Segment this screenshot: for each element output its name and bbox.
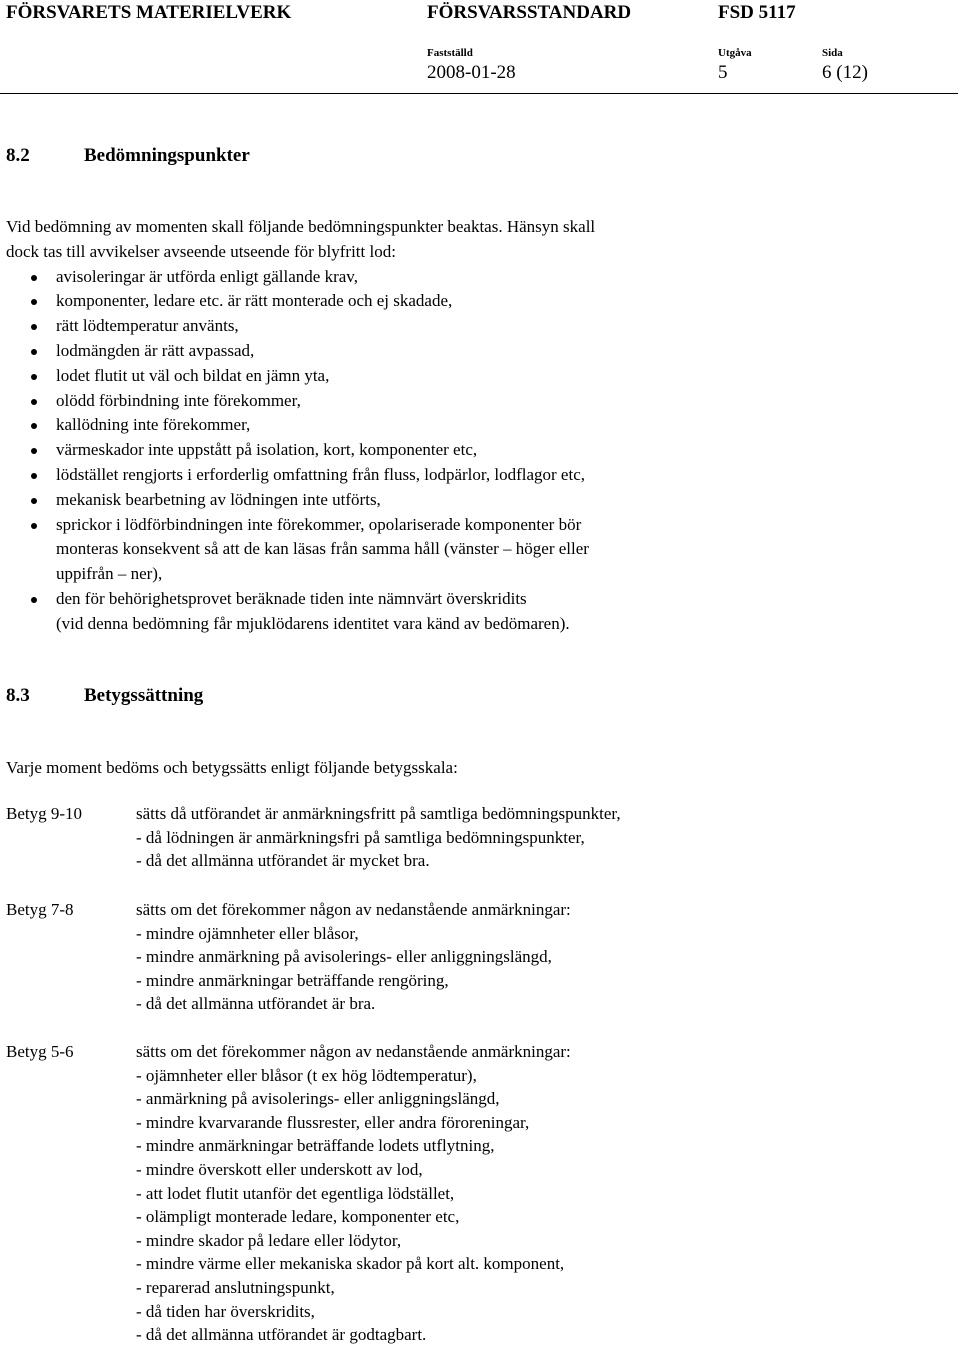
established-date: 2008-01-28: [427, 62, 516, 83]
grade-line: - anmärkning på avisolerings- eller anliggningslängd,: [136, 1089, 500, 1109]
bullet-text: lodmängden är rätt avpassad,: [56, 341, 255, 360]
org-name: FÖRSVARETS MATERIELVERK: [6, 2, 292, 23]
edition-label: Utgåva: [718, 47, 752, 59]
grade-line: - då tiden har överskridits,: [136, 1301, 315, 1321]
bullet-text: lodet flutit ut väl och bildat en jämn yta,: [56, 365, 330, 385]
bullet-dot: [31, 299, 37, 305]
doc-id: FSD 5117: [718, 2, 796, 23]
bullet-dot: [31, 275, 37, 281]
grade-line: - att lodet flutit utanför det egentliga lödstället,: [136, 1183, 455, 1203]
section-heading-8-3: [6, 685, 203, 707]
bullet-text: (vid denna bedömning får mjuklödarens identitet vara känd av bedömaren).: [56, 613, 570, 633]
page-number: 6 (12): [822, 62, 868, 83]
bullet-text: komponenter, ledare etc. är rätt monterade och ej skadade,: [56, 291, 453, 311]
grade-label: Betyg 9-10: [6, 804, 83, 823]
bullet-dot: [31, 324, 37, 330]
bullet-text: uppifrån – ner),: [56, 564, 163, 584]
doc-type: FÖRSVARSSTANDARD: [427, 2, 632, 23]
bullet-dot: [31, 597, 37, 603]
grade-line: - mindre anmärkningar beträffande lodets utflytning,: [136, 1136, 495, 1156]
intro-line: Vid bedömning av momenten skall följande bedömningspunkter beaktas. Hänsyn skall: [6, 217, 596, 236]
edition-number: 5: [718, 62, 728, 83]
bullet-dot: [31, 448, 37, 454]
section-title: Betygssättning: [84, 685, 204, 706]
section-number: 8.2: [6, 145, 30, 166]
grading-intro: Varje moment bedöms och betygssätts enligt följande betygsskala:: [6, 758, 458, 777]
bullet-text: den för behörighetsprovet beräknade tiden inte nämnvärt överskridits: [56, 589, 527, 608]
grade-line: sätts om det förekommer någon av nedanstående anmärkningar:: [136, 900, 571, 919]
grade-line: sätts om det förekommer någon av nedanstående anmärkningar:: [136, 1042, 571, 1061]
grade-line: - reparerad anslutningspunkt,: [136, 1278, 335, 1297]
bullet-text: sprickor i lödförbindningen inte förekommer, opolariserade komponenter bör: [56, 514, 582, 534]
grade-line: - då det allmänna utförandet är bra.: [136, 994, 376, 1014]
intro-line: dock tas till avvikelser avseende utseende för blyfritt lod:: [6, 241, 396, 261]
bullet-text: avisoleringar är utförda enligt gällande krav,: [56, 266, 358, 286]
grade-line: - mindre anmärkning på avisolerings- eller anliggningslängd,: [136, 947, 552, 967]
grade-line: - mindre kvarvarande flussrester, eller andra föroreningar,: [136, 1112, 530, 1132]
grade-line: - då det allmänna utförandet är mycket bra.: [136, 851, 430, 871]
section-heading-8-2: [6, 145, 250, 167]
grade-line: - mindre överskott eller underskott av lod,: [136, 1160, 423, 1179]
bullet-dot: [31, 423, 37, 429]
bullet-text: värmeskador inte uppstått på isolation, kort, komponenter etc,: [56, 440, 478, 460]
bullet-dot: [31, 473, 37, 479]
grade-label: Betyg 5-6: [6, 1042, 74, 1061]
grade-line: - ojämnheter eller blåsor (t ex hög lödtemperatur),: [136, 1065, 477, 1085]
bullet-text: lödstället rengjorts i erforderlig omfattning från fluss, lodpärlor, lodflagor etc,: [56, 465, 586, 484]
section-title: Bedömningspunkter: [84, 145, 250, 166]
bullet-dot: [31, 498, 37, 504]
section-number: 8.3: [6, 685, 30, 706]
bullet-text: kallödning inte förekommer,: [56, 415, 251, 435]
page-label: Sida: [822, 47, 843, 59]
grade-line: sätts då utförandet är anmärkningsfritt på samtliga bedömningspunkter,: [136, 804, 621, 823]
grade-line: - då lödningen är anmärkningsfri på samtliga bedömningspunkter,: [136, 827, 585, 847]
grade-line: - då det allmänna utförandet är godtagbart.: [136, 1325, 427, 1345]
grade-line: - mindre skador på ledare eller lödytor,: [136, 1230, 402, 1250]
header-divider: [0, 93, 958, 94]
bullet-text: mekanisk bearbetning av lödningen inte utförts,: [56, 489, 381, 509]
bullet-text: rätt lödtemperatur använts,: [56, 316, 239, 336]
grade-line: - mindre ojämnheter eller blåsor,: [136, 923, 359, 943]
bullet-text: monteras konsekvent så att de kan läsas från samma håll (vänster – höger eller: [56, 539, 589, 559]
grade-line: - mindre anmärkningar beträffande rengöring,: [136, 970, 449, 990]
bullet-text: olödd förbindning inte förekommer,: [56, 390, 301, 410]
established-label: Fastställd: [427, 47, 473, 59]
bullet-dot: [31, 523, 37, 529]
grade-line: - olämpligt monterade ledare, komponenter etc,: [136, 1207, 460, 1227]
bullet-dot: [31, 374, 37, 380]
bullet-dot: [31, 349, 37, 355]
bullet-dot: [31, 399, 37, 405]
grade-label: Betyg 7-8: [6, 900, 74, 919]
grade-line: - mindre värme eller mekaniska skador på kort alt. komponent,: [136, 1254, 565, 1274]
